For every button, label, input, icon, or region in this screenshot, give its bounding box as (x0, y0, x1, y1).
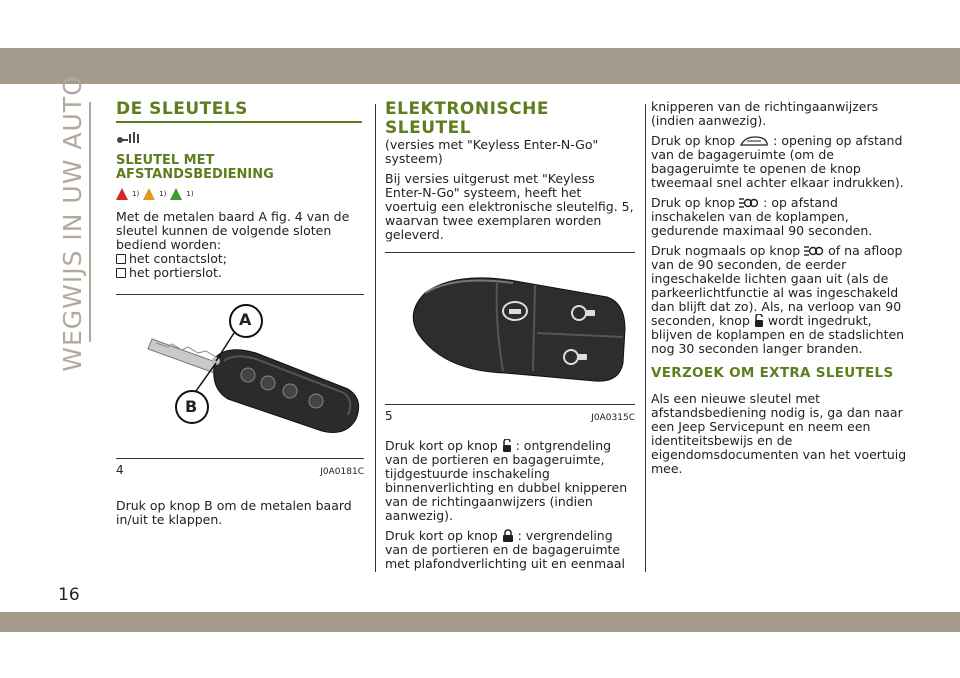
headlight-again-text (651, 244, 913, 356)
warning-refs (116, 186, 364, 202)
figure-4 (116, 294, 364, 479)
text-fragment: : opening op afstand van de bagageruimte (om de bagageruimte te openen de knop tweemaal snel achter elkaar indrukken). (651, 133, 904, 190)
warning-triangle-green-icon (170, 188, 182, 200)
text-fragment: Druk op knop (651, 195, 736, 210)
warning-ref-3: 1) (186, 190, 194, 198)
headlight-button-text (651, 196, 913, 238)
text-fragment: Druk kort op knop (385, 438, 498, 453)
checkbox-bullet-icon (116, 268, 126, 278)
text-fragment: Druk kort op knop (385, 528, 498, 543)
top-color-band (0, 48, 960, 84)
text-fragment: : vergrendeling van de portieren en de bagageruimte met plafondverlichting uit en eenmaal (385, 528, 626, 571)
figure-label-b: B (185, 397, 198, 416)
bottom-color-band (0, 612, 960, 632)
warning-ref-1: 1) (132, 190, 140, 198)
unlock-icon (754, 314, 764, 327)
text-fragment: of na afloop van de 90 seconden, de eerder ingeschakelde lichten gaan uit (als de parkeerlichtfunctie al was ingeschakeld dan blijft dat zo). Als, na verloop van 90 seconden, knop (651, 243, 903, 328)
keyless-versions-note: (versies met "Keyless Enter-N-Go" systeem) (385, 137, 599, 166)
figure-code: J0A0181C (320, 467, 364, 477)
text-fragment: Druk nogmaals op knop (651, 243, 801, 258)
figure-code: J0A0315C (591, 413, 635, 423)
electronic-key-illustration (385, 253, 635, 401)
keyless-description: Bij versies uitgerust met "Keyless Enter-N-Go" systeem, heeft het voertuig een elektronische sleutelfig. 5, waarvan twee exemplaren worden geleverd. (385, 171, 634, 242)
column-divider-2 (645, 104, 646, 572)
headlight-icon (739, 197, 759, 209)
column-divider-1 (375, 104, 376, 572)
blade-instruction: Druk op knop B om de metalen baard in/uit te klappen. (116, 498, 352, 527)
heading-rule (116, 121, 362, 123)
trunk-button-text (651, 134, 913, 190)
lock-button-text (385, 529, 635, 571)
list-item (116, 266, 364, 280)
headlight-icon (804, 245, 824, 257)
text-fragment: Druk op knop (651, 133, 736, 148)
extra-keys-text: Als een nieuwe sleutel met afstandsbediening nodig is, ga dan naar een Jeep Servicepunt en neem een identiteitsbewijs en de eigendomsdocumenten van het voertuig mee. (651, 391, 907, 476)
unlock-button-text (385, 439, 635, 523)
figure-5 (385, 252, 635, 425)
column-3 (651, 100, 913, 482)
column-2 (385, 100, 635, 577)
page-number: 16 (58, 585, 80, 605)
checkbox-bullet-icon (116, 254, 126, 264)
section-heading-electronic-key: ELEKTRONISCHE SLEUTEL (385, 99, 549, 138)
warning-ref-2: 1) (159, 190, 167, 198)
figure-bottom-rule (385, 404, 635, 405)
list-item-text: het portierslot. (129, 265, 222, 280)
list-item-text: het contactslot; (129, 251, 228, 266)
figure-caption (385, 409, 635, 425)
figure-caption (116, 463, 364, 479)
figure-number: 5 (385, 409, 393, 423)
figure-number: 4 (116, 463, 124, 477)
side-chapter-title (57, 74, 87, 372)
list-item (116, 252, 364, 266)
side-chapter-title-text: WEGWIJS IN UW AUTO (57, 74, 87, 372)
column-1 (116, 100, 364, 533)
key-wifi-icon (116, 131, 364, 145)
lock-icon (502, 529, 514, 542)
subheading-remote-key: SLEUTEL MET AFSTANDSBEDIENING (116, 153, 274, 182)
text-fragment: : ontgrendeling van de portieren en bagageruimte, tijdgestuurde inschakeling binnenverlichting en dubbel knipperen van de richtingaanwijzers (indien aanwezig). (385, 438, 628, 523)
text-fragment: wordt ingedrukt, blijven de koplampen en de stadslichten nog 30 seconden langer branden. (651, 313, 905, 356)
figure-label-a: A (239, 310, 252, 329)
subheading-extra-keys: VERZOEK OM EXTRA SLEUTELS (651, 365, 894, 381)
figure-bottom-rule (116, 458, 364, 459)
lock-continued-text: knipperen van de richtingaanwijzers (indien aanwezig). (651, 99, 879, 128)
side-rule (89, 102, 91, 342)
key-intro-text: Met de metalen baard A fig. 4 van de sleutel kunnen de volgende sloten bediend worden: (116, 209, 350, 252)
trunk-open-icon (739, 135, 769, 147)
section-heading-keys: DE SLEUTELS (116, 99, 248, 119)
warning-triangle-orange-icon (143, 188, 155, 200)
unlock-icon (502, 439, 512, 452)
text-fragment: : op afstand inschakelen van de koplampen, gedurende maximaal 90 seconden. (651, 195, 873, 238)
warning-triangle-red-icon (116, 188, 128, 200)
